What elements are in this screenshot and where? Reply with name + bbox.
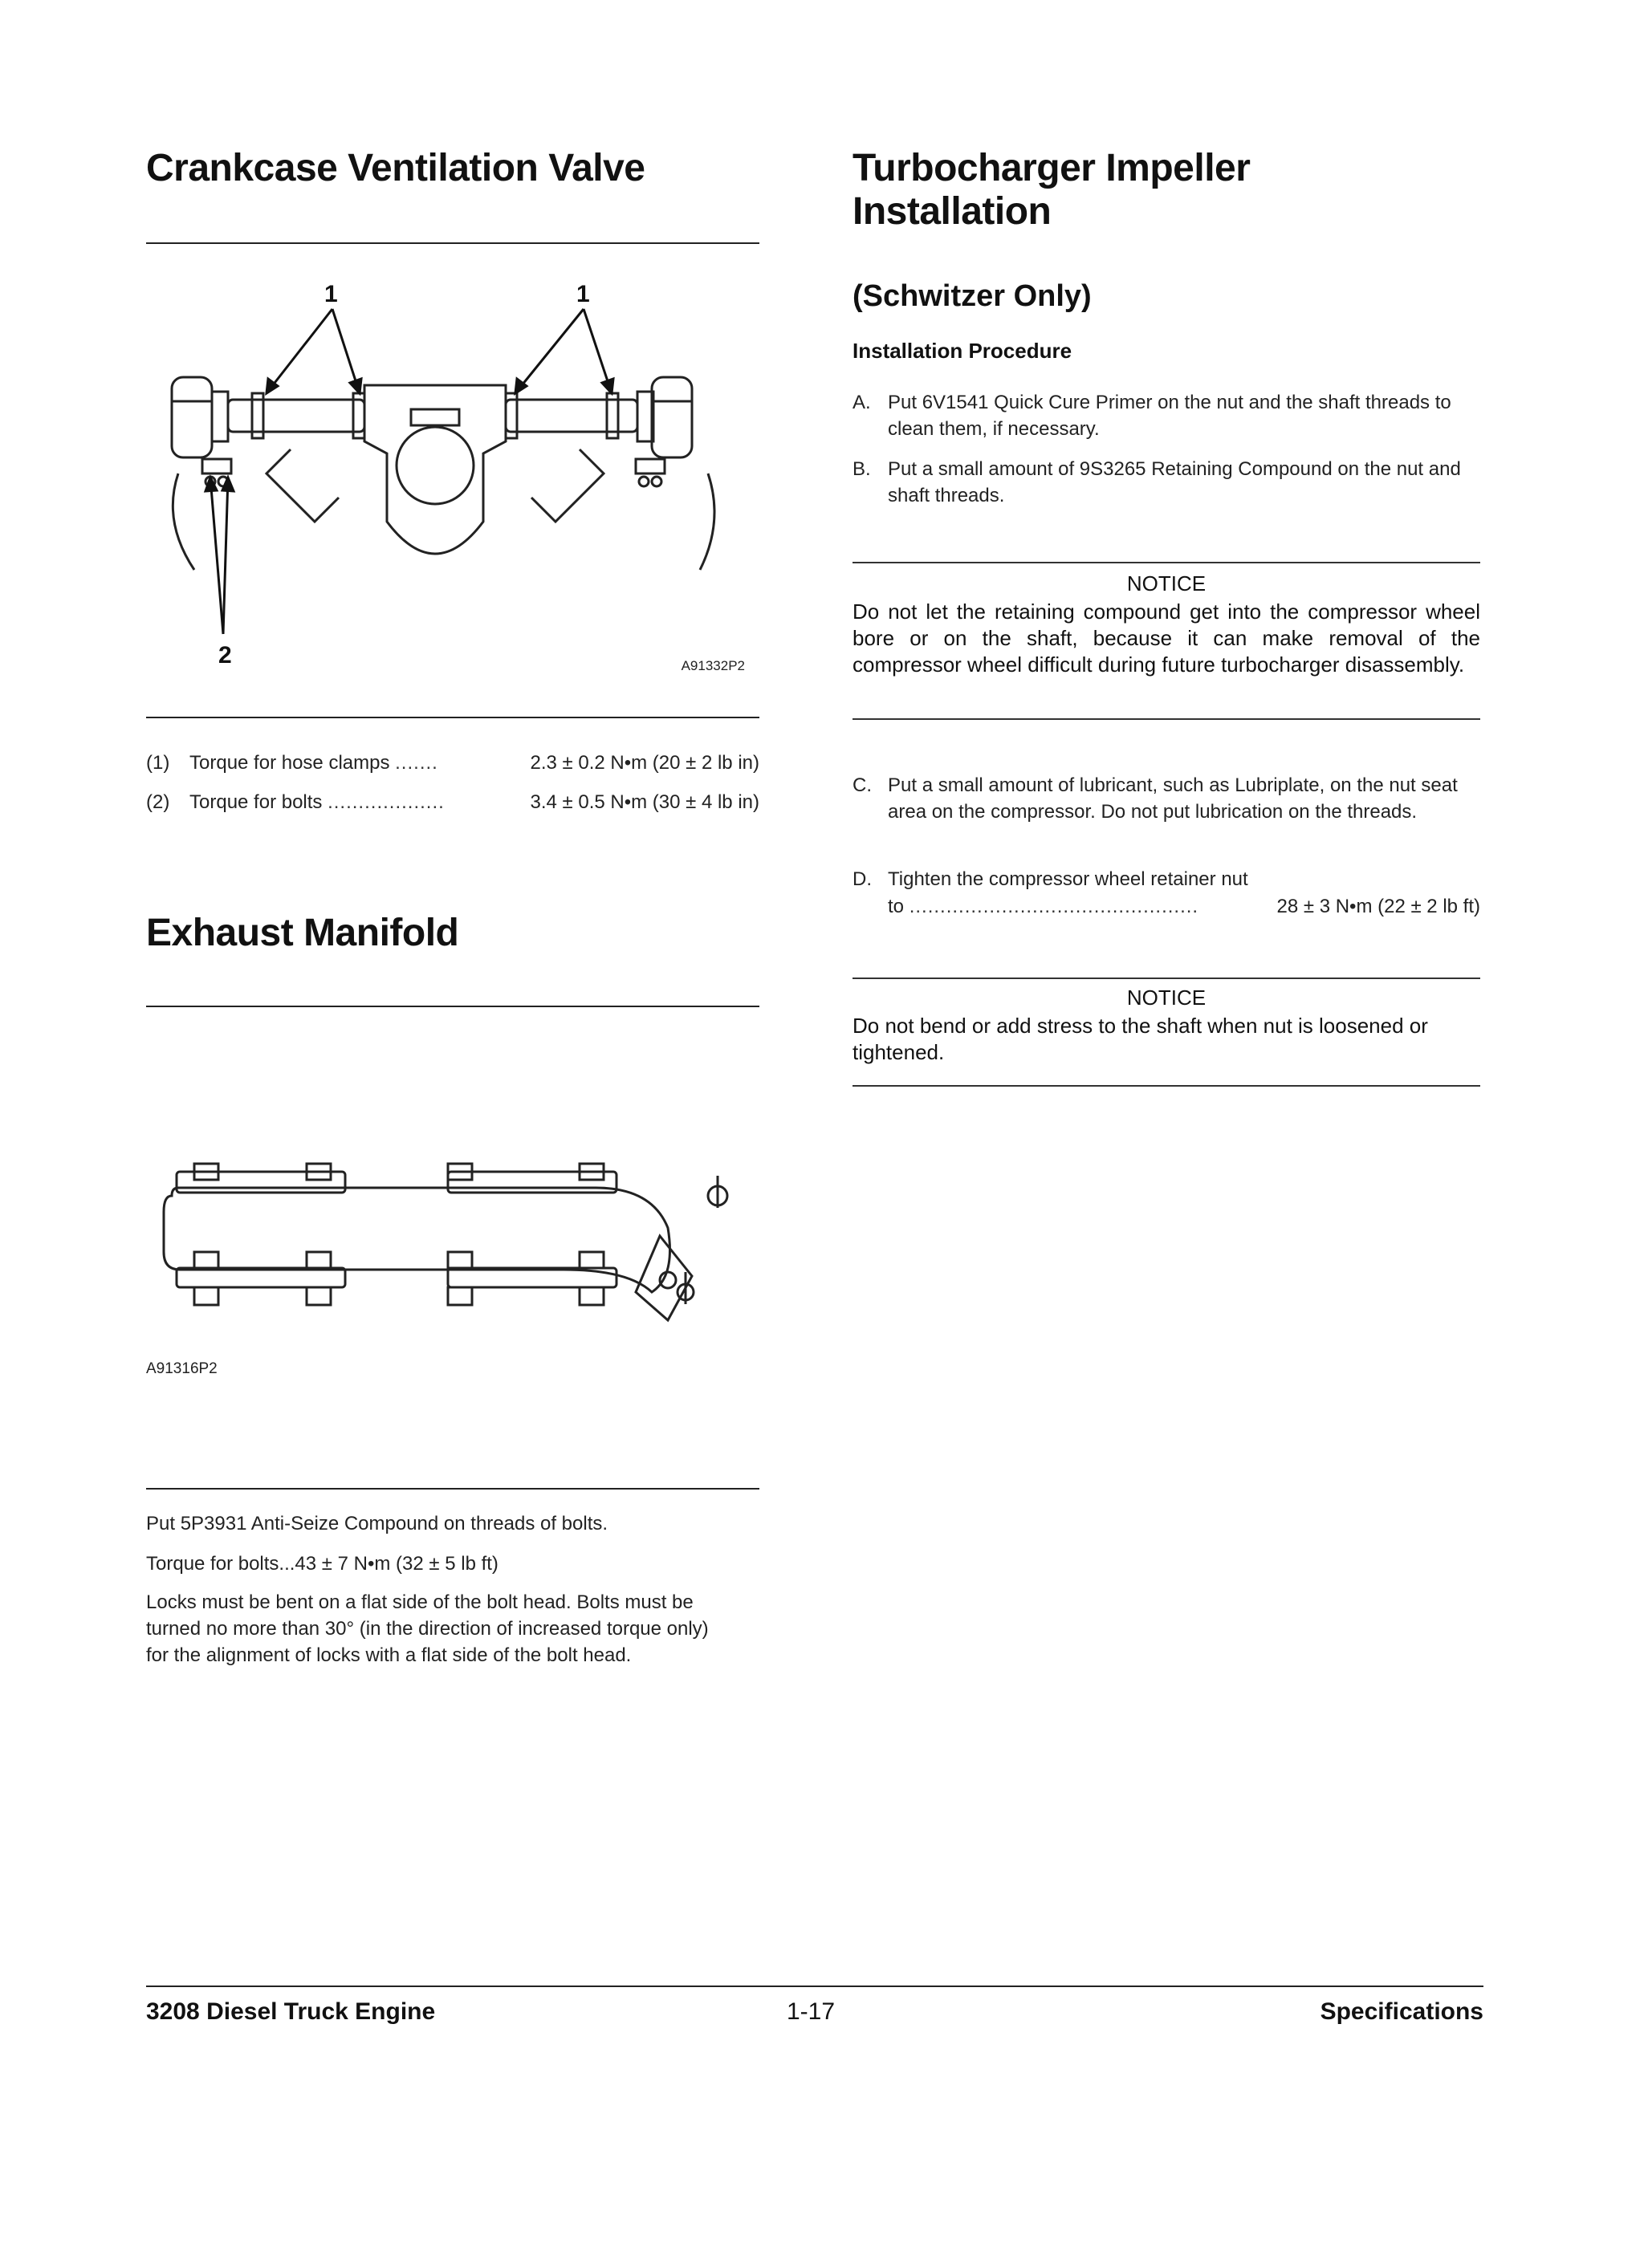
schwitzer-subtitle: (Schwitzer Only): [853, 279, 1092, 313]
paragraph-anti-seize: Put 5P3931 Anti-Seize Compound on threads of bolts.: [146, 1513, 608, 1534]
step-d-torque-value: 28 ± 3 N•m (22 ± 2 lb ft): [1276, 896, 1480, 917]
exhaust-manifold-title: Exhaust Manifold: [146, 912, 459, 954]
torque-value: 2.3 ± 0.2 N•m (20 ± 2 lb in): [530, 752, 759, 774]
step-text: Tighten the compressor wheel retainer nut: [888, 868, 1248, 890]
footer-title: 3208 Diesel Truck Engine: [146, 1998, 436, 2025]
paragraph-locks: Locks must be bent on a flat side of the bolt head. Bolts must be turned no more than 30° (in the direction of increased torque only) for the alignment of locks with a flat side of the bolt head.: [146, 1591, 709, 1666]
page-number: 1-17: [787, 1998, 836, 2025]
callout-2: 2: [218, 642, 232, 669]
leader-dots: .......: [395, 752, 438, 774]
torque-label: Torque for bolts: [189, 791, 323, 813]
notice-divider-bottom: [853, 1085, 1480, 1087]
step-letter: B.: [853, 458, 871, 480]
turbocharger-title-line1: Turbocharger Impeller: [853, 147, 1251, 189]
crankcase-title: Crankcase Ventilation Valve: [146, 147, 645, 189]
footer-section: Specifications: [1320, 1998, 1483, 2025]
figure-id: A91316P2: [146, 1360, 218, 1377]
notice-divider-bottom: [853, 718, 1480, 720]
notice-title: NOTICE: [1126, 571, 1207, 595]
step-letter: A.: [853, 392, 871, 413]
figure-id: A91332P2: [681, 658, 745, 673]
callout-1-right: 1: [576, 281, 590, 307]
exhaust-manifold-figure: [146, 1140, 759, 1380]
notice-body: Do not bend or add stress to the shaft when nut is loosened or tightened.: [853, 1014, 1428, 1064]
footer-rule: [146, 1986, 1483, 1987]
step-text: Put 6V1541 Quick Cure Primer on the nut and the shaft threads to clean them, if necessary.: [888, 392, 1451, 440]
paragraph-bolt-torque: Torque for bolts...43 ± 7 N•m (32 ± 5 lb ft): [146, 1553, 498, 1575]
step-text: Put a small amount of 9S3265 Retaining Compound on the nut and shaft threads.: [888, 458, 1461, 506]
notice-title: NOTICE: [1126, 986, 1207, 1010]
step-text: Put a small amount of lubricant, such as Lubriplate, on the nut seat area on the compressor. Do not put lubrication on the threads.: [888, 774, 1458, 823]
step-letter: C.: [853, 774, 872, 796]
notice-body: Do not let the retaining compound get into the compressor wheel bore or on the shaft, because it can make removal of the compressor wheel difficult during future turbocharger disassembly.: [853, 600, 1480, 677]
exhaust-manifold-diagram: [146, 1140, 759, 1332]
step-text-continued: to: [888, 896, 905, 917]
torque-label: Torque for hose clamps: [189, 752, 390, 774]
divider: [146, 1488, 759, 1490]
turbocharger-title-line2: Installation: [853, 190, 1052, 233]
callout-1-left: 1: [324, 281, 338, 307]
notice-divider-top: [853, 562, 1480, 563]
torque-callout-number: (1): [146, 752, 170, 774]
divider: [146, 242, 759, 244]
leader-dots: ...................: [328, 791, 445, 813]
divider: [146, 1006, 759, 1007]
crankcase-ventilation-figure: [146, 281, 759, 682]
step-letter: D.: [853, 868, 872, 890]
crankcase-ventilation-diagram: [146, 281, 759, 682]
divider: [146, 717, 759, 718]
torque-value: 3.4 ± 0.5 N•m (30 ± 4 lb in): [530, 791, 759, 813]
notice-divider-top: [853, 978, 1480, 979]
torque-callout-number: (2): [146, 791, 170, 813]
leader-dots: ...............................................: [909, 896, 1199, 917]
procedure-heading: Installation Procedure: [853, 339, 1072, 363]
